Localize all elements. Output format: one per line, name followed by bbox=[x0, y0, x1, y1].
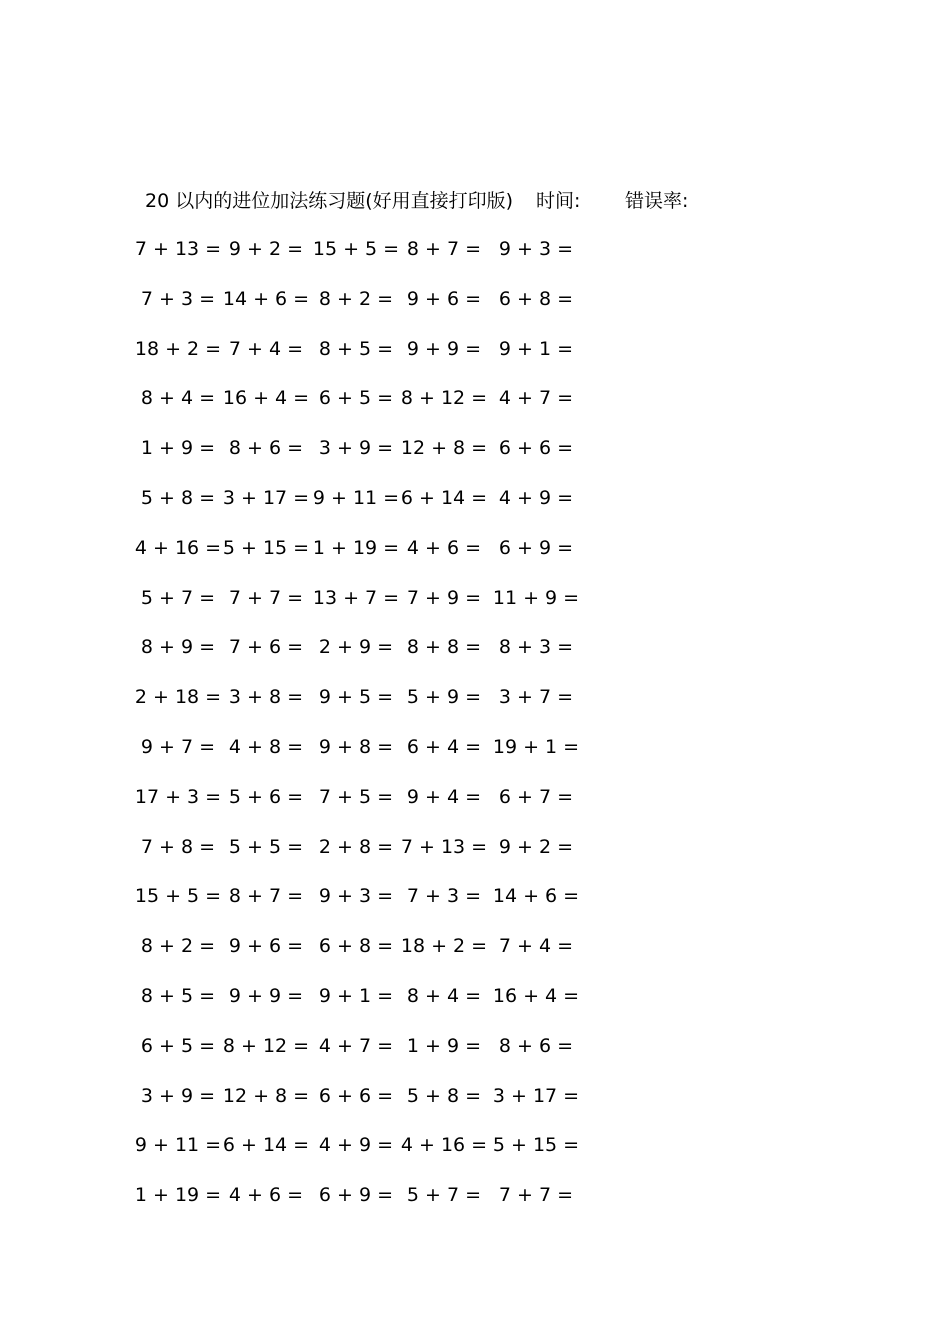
problem-row bbox=[0, 682, 950, 712]
addition-problem: 6 + 6 = bbox=[318, 1085, 394, 1107]
addition-problem: 8 + 4 = bbox=[140, 387, 216, 409]
addition-problem: 7 + 3 = bbox=[140, 288, 216, 310]
addition-problem: 3 + 17 = bbox=[222, 487, 310, 509]
time-label: 时间: bbox=[536, 190, 581, 212]
addition-problem: 5 + 7 = bbox=[140, 587, 216, 609]
addition-problem: 9 + 11 = bbox=[134, 1134, 222, 1156]
addition-problem: 5 + 9 = bbox=[406, 686, 482, 708]
addition-problem: 18 + 2 = bbox=[400, 935, 488, 957]
addition-problem: 8 + 4 = bbox=[406, 985, 482, 1007]
addition-problem: 6 + 8 = bbox=[498, 288, 574, 310]
problem-row bbox=[0, 632, 950, 662]
addition-problem: 4 + 9 = bbox=[498, 487, 574, 509]
addition-problem: 5 + 7 = bbox=[406, 1184, 482, 1206]
problem-row bbox=[0, 234, 950, 264]
problem-row bbox=[0, 1130, 950, 1160]
addition-problem: 7 + 7 = bbox=[498, 1184, 574, 1206]
addition-problem: 8 + 7 = bbox=[406, 238, 482, 260]
addition-problem: 7 + 3 = bbox=[406, 885, 482, 907]
addition-problem: 15 + 5 = bbox=[134, 885, 222, 907]
addition-problem: 7 + 4 = bbox=[498, 935, 574, 957]
addition-problem: 19 + 1 = bbox=[492, 736, 580, 758]
addition-problem: 5 + 6 = bbox=[228, 786, 304, 808]
addition-problem: 16 + 4 = bbox=[222, 387, 310, 409]
addition-problem: 1 + 19 = bbox=[312, 537, 400, 559]
addition-problem: 9 + 5 = bbox=[318, 686, 394, 708]
addition-problem: 9 + 2 = bbox=[498, 836, 574, 858]
addition-problem: 5 + 15 = bbox=[492, 1134, 580, 1156]
problem-row bbox=[0, 1180, 950, 1210]
addition-problem: 15 + 5 = bbox=[312, 238, 400, 260]
addition-problem: 8 + 5 = bbox=[140, 985, 216, 1007]
addition-problem: 16 + 4 = bbox=[492, 985, 580, 1007]
addition-problem: 9 + 4 = bbox=[406, 786, 482, 808]
addition-problem: 12 + 8 = bbox=[400, 437, 488, 459]
addition-problem: 7 + 5 = bbox=[318, 786, 394, 808]
addition-problem: 7 + 8 = bbox=[140, 836, 216, 858]
addition-problem: 9 + 9 = bbox=[406, 338, 482, 360]
addition-problem: 9 + 7 = bbox=[140, 736, 216, 758]
problem-row bbox=[0, 931, 950, 961]
addition-problem: 7 + 4 = bbox=[228, 338, 304, 360]
problem-row bbox=[0, 981, 950, 1011]
problem-row bbox=[0, 533, 950, 563]
addition-problem: 8 + 12 = bbox=[222, 1035, 310, 1057]
addition-problem: 9 + 11 = bbox=[312, 487, 400, 509]
problem-row bbox=[0, 881, 950, 911]
addition-problem: 6 + 5 = bbox=[318, 387, 394, 409]
addition-problem: 12 + 8 = bbox=[222, 1085, 310, 1107]
addition-problem: 7 + 13 = bbox=[134, 238, 222, 260]
problem-row bbox=[0, 782, 950, 812]
addition-problem: 14 + 6 = bbox=[222, 288, 310, 310]
addition-problem: 11 + 9 = bbox=[492, 587, 580, 609]
addition-problem: 6 + 5 = bbox=[140, 1035, 216, 1057]
problem-row bbox=[0, 284, 950, 314]
addition-problem: 4 + 8 = bbox=[228, 736, 304, 758]
problem-row bbox=[0, 334, 950, 364]
addition-problem: 4 + 16 = bbox=[134, 537, 222, 559]
addition-problem: 17 + 3 = bbox=[134, 786, 222, 808]
addition-problem: 7 + 6 = bbox=[228, 636, 304, 658]
addition-problem: 3 + 9 = bbox=[318, 437, 394, 459]
addition-problem: 6 + 4 = bbox=[406, 736, 482, 758]
addition-problem: 9 + 6 = bbox=[406, 288, 482, 310]
addition-problem: 8 + 8 = bbox=[406, 636, 482, 658]
addition-problem: 6 + 14 = bbox=[400, 487, 488, 509]
addition-problem: 13 + 7 = bbox=[312, 587, 400, 609]
addition-problem: 8 + 2 = bbox=[140, 935, 216, 957]
addition-problem: 6 + 14 = bbox=[222, 1134, 310, 1156]
worksheet-title: 20 以内的进位加法练习题(好用直接打印版) bbox=[145, 190, 514, 212]
addition-problem: 8 + 7 = bbox=[228, 885, 304, 907]
addition-problem: 9 + 9 = bbox=[228, 985, 304, 1007]
addition-problem: 4 + 6 = bbox=[406, 537, 482, 559]
problem-row bbox=[0, 433, 950, 463]
addition-problem: 18 + 2 = bbox=[134, 338, 222, 360]
addition-problem: 2 + 8 = bbox=[318, 836, 394, 858]
addition-problem: 4 + 16 = bbox=[400, 1134, 488, 1156]
addition-problem: 9 + 1 = bbox=[318, 985, 394, 1007]
problem-row bbox=[0, 1081, 950, 1111]
addition-problem: 1 + 9 = bbox=[140, 437, 216, 459]
addition-problem: 1 + 9 = bbox=[406, 1035, 482, 1057]
addition-problem: 9 + 3 = bbox=[498, 238, 574, 260]
addition-problem: 6 + 6 = bbox=[498, 437, 574, 459]
addition-problem: 6 + 8 = bbox=[318, 935, 394, 957]
addition-problem: 9 + 1 = bbox=[498, 338, 574, 360]
addition-problem: 8 + 5 = bbox=[318, 338, 394, 360]
addition-problem: 2 + 9 = bbox=[318, 636, 394, 658]
addition-problem: 8 + 6 = bbox=[228, 437, 304, 459]
addition-problem: 9 + 3 = bbox=[318, 885, 394, 907]
worksheet-header bbox=[0, 186, 950, 216]
addition-problem: 8 + 9 = bbox=[140, 636, 216, 658]
addition-problem: 3 + 9 = bbox=[140, 1085, 216, 1107]
addition-problem: 6 + 7 = bbox=[498, 786, 574, 808]
problem-row bbox=[0, 732, 950, 762]
addition-problem: 3 + 7 = bbox=[498, 686, 574, 708]
problem-row bbox=[0, 383, 950, 413]
addition-problem: 6 + 9 = bbox=[498, 537, 574, 559]
addition-problem: 9 + 6 = bbox=[228, 935, 304, 957]
addition-problem: 8 + 6 = bbox=[498, 1035, 574, 1057]
addition-problem: 3 + 8 = bbox=[228, 686, 304, 708]
addition-problem: 5 + 8 = bbox=[406, 1085, 482, 1107]
addition-problem: 7 + 13 = bbox=[400, 836, 488, 858]
addition-problem: 7 + 9 = bbox=[406, 587, 482, 609]
addition-problem: 9 + 2 = bbox=[228, 238, 304, 260]
addition-problem: 8 + 3 = bbox=[498, 636, 574, 658]
addition-problem: 4 + 7 = bbox=[498, 387, 574, 409]
addition-problem: 14 + 6 = bbox=[492, 885, 580, 907]
addition-problem: 8 + 2 = bbox=[318, 288, 394, 310]
addition-problem: 7 + 7 = bbox=[228, 587, 304, 609]
addition-problem: 8 + 12 = bbox=[400, 387, 488, 409]
problem-row bbox=[0, 583, 950, 613]
problem-row bbox=[0, 832, 950, 862]
addition-problem: 5 + 8 = bbox=[140, 487, 216, 509]
addition-problem: 6 + 9 = bbox=[318, 1184, 394, 1206]
addition-problem: 9 + 8 = bbox=[318, 736, 394, 758]
error-rate-label: 错误率: bbox=[625, 190, 689, 212]
addition-problem: 4 + 6 = bbox=[228, 1184, 304, 1206]
addition-problem: 5 + 15 = bbox=[222, 537, 310, 559]
addition-problem: 2 + 18 = bbox=[134, 686, 222, 708]
problem-row bbox=[0, 483, 950, 513]
addition-problem: 1 + 19 = bbox=[134, 1184, 222, 1206]
addition-problem: 5 + 5 = bbox=[228, 836, 304, 858]
addition-problem: 4 + 7 = bbox=[318, 1035, 394, 1057]
addition-problem: 3 + 17 = bbox=[492, 1085, 580, 1107]
addition-problem: 4 + 9 = bbox=[318, 1134, 394, 1156]
problem-row bbox=[0, 1031, 950, 1061]
